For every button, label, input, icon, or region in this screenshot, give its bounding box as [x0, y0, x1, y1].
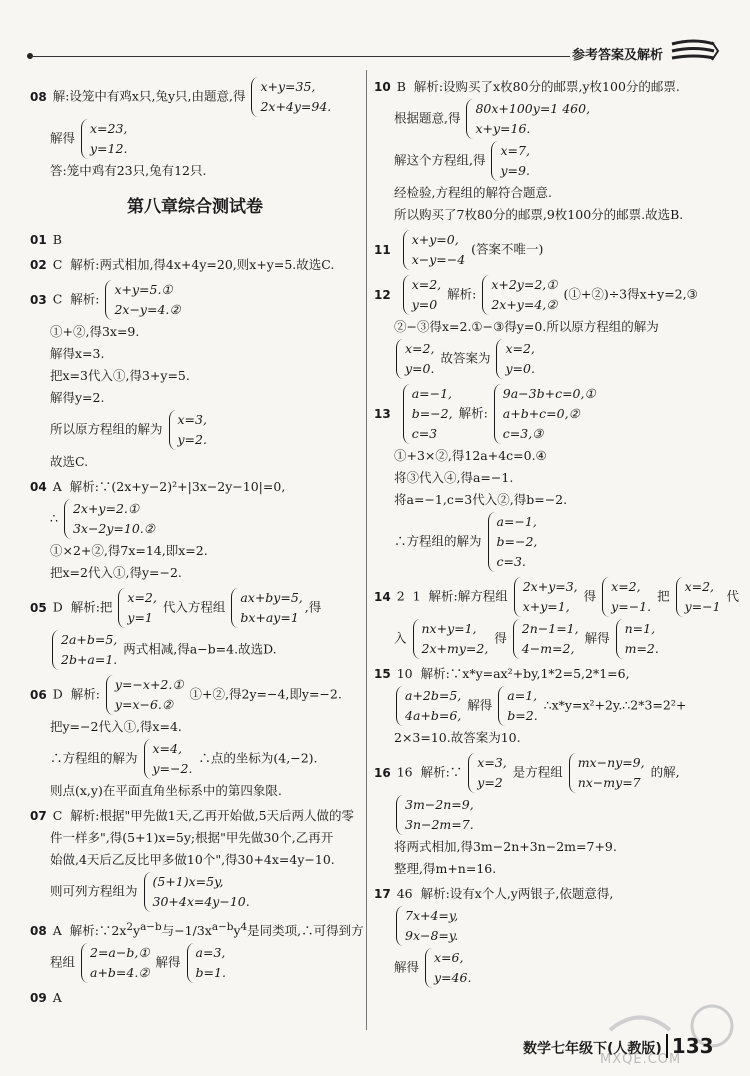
- answer-07: 07 C 解析:根据"甲先做1天,乙再开始做,5天后两人做的零 件一样多",得(5+1)x=5y;根据"甲先做30个,乙再开 始做,4天后乙反比甲多做10个",得30+4x=4y−10. 则可列方程组为 (5+1)x=5y, 30+4x=4y−10.: [30, 805, 360, 913]
- answer-03: 03 C 解析: x+y=5.① 2x−y=4.② ①+②,得3x=9. 解得x=3. 把x=3代入①,得3+y=5. 解得y=2. 所以原方程组的解为 x=3, y=2. 故选C.: [30, 282, 207, 469]
- answer-01: 01 B: [30, 232, 62, 247]
- answer-08: 08 A 解析$:\because 2x^2y^{a-b}$与$-1/3x^{a-b}y^4$是同类项,∴可得到方 程组 2=a−b,① a+b=4.② 解得 a=3, b=1.: [30, 916, 360, 984]
- answer-04: 04 A 解析:∵(2x+y−2)²+|3x−2y−10|=0, ∴ 2x+y=2.① 3x−2y=10.② ①×2+②,得7x=14,即x=2. 把x=2代入①,得y=−2.: [30, 479, 286, 580]
- header-rule: [30, 56, 570, 57]
- watermark-text: MXQE.COM: [600, 1052, 682, 1067]
- answer-text: 解:设笼中有鸡x只,兔y只,由题意,得: [52, 88, 246, 104]
- footer-subject: 数学七年级下(人教版): [523, 1041, 662, 1057]
- page-number: 133: [666, 1034, 714, 1058]
- chapter-title: 第八章综合测试卷: [127, 197, 263, 217]
- answer-16: 16 16 解析:∵ x=3, y=2 是方程组 mx−ny=9, nx−my=7 的解, 3m−2n=9, 3n−2m=7. 将两式相加,得3m−2n+3n−2m=7+9. 整理,得m+n=16.: [374, 755, 680, 876]
- answer-05: 05 D 解析:把 x=2, y=1 代入方程组 ax+by=5, bx+ay=1 ,得 2a+b=5, 2b+a=1. 两式相减,得a−b=4.故选D.: [30, 587, 360, 671]
- page-footer: [523, 1034, 714, 1058]
- answer-conclusion: 答:笼中鸡有23只,兔有12只.: [50, 163, 207, 178]
- left-column: [30, 76, 364, 1012]
- equation-system: 2x+y=2.① 3x−2y=10.②: [64, 499, 155, 539]
- question-number: 08: [30, 89, 47, 104]
- header-logo-icon: [668, 38, 720, 64]
- answer-12: 12 x=2, y=0 解析: x+2y=2,① 2x+y=4,② (①+②)÷3得x+y=2,③ ②−③得x=2.①−③得y=0.所以原方程组的解为 x=2, y=0. 故答案为 x=2, y=0.: [374, 274, 724, 380]
- page-header: [0, 0, 750, 70]
- answer-14: 14 2 1 解析:解方程组 2x+y=3, x+y=1, 得 x=2, y=−1. 把 x=2, y=−1 代 入 nx+y=1, 2x+my=2, 得 2n−1=1, 4−m=2, 解得 n=1, m=2.: [374, 576, 724, 660]
- column-divider: [366, 70, 367, 1030]
- answer-17: 17 46 解析:设有x个人,y两银子,依题意得, 7x+4=y, 9x−8=y. 解得 x=6, y=46.: [374, 883, 724, 989]
- solution-system: x=3, y=2.: [169, 410, 207, 450]
- answer-08-prev: 08 解:设笼中有鸡x只,兔y只,由题意,得 x+y=35, 2x+4y=94. 解得 x=23, y=12. 答:笼中鸡有23只,兔有12只.: [30, 76, 360, 182]
- solution-system: x=23, y=12.: [81, 119, 127, 159]
- header-title: 参考答案及解析: [572, 48, 664, 63]
- answer-15: 15 10 解析:∵x*y=ax²+by,1*2=5,2*1=6, a+2b=5, 4a+b=6, 解得 a=1, b=2. ∴x*y=x²+2y.∴2*3=2²+ 2×3=10.故答案为10.: [374, 666, 687, 745]
- equation-system: x+y=35, 2x+4y=94.: [251, 77, 331, 117]
- answer-06: 06 D 解析: y=−x+2.① y=x−6.② ①+②,得2y=−4,即y=−2. 把y=−2代入①,得x=4. ∴方程组的解为 x=4, y=−2. ∴点的坐标为(4,−2). 则点(x,y)在平面直角坐标系中的第四象限.: [30, 677, 342, 798]
- right-column: [374, 76, 740, 992]
- answer-09: 09 A: [30, 990, 62, 1006]
- answer-02: 02 C 解析:两式相加,得4x+4y=20,则x+y=5.故选C.: [30, 257, 335, 272]
- answer-11: 11 x+y=0, x−y=−4 (答案不唯一): [374, 229, 724, 271]
- answer-10: 10 B 解析:设购买了x枚80分的邮票,y枚100分的邮票. 根据题意,得 80x+100y=1 460, x+y=16. 解这个方程组,得 x=7, y=9. 经检验,方程组的解符合题意. 所以购买了7枚80分的邮票,9枚100分的邮票.故选B.: [374, 79, 684, 222]
- equation-system: x+y=5.① 2x−y=4.②: [105, 280, 180, 320]
- answer-13: 13 a=−1, b=−2, c=3 解析: 9a−3b+c=0,① a+b+c=0,② c=3,③ ①+3×②,得12a+4c=0.④ 将③代入④,得a=−1. 将a=−1,c=3代入②,得b=−2. ∴方程组的解为 a=−1, b=−2, c=3.: [374, 383, 724, 573]
